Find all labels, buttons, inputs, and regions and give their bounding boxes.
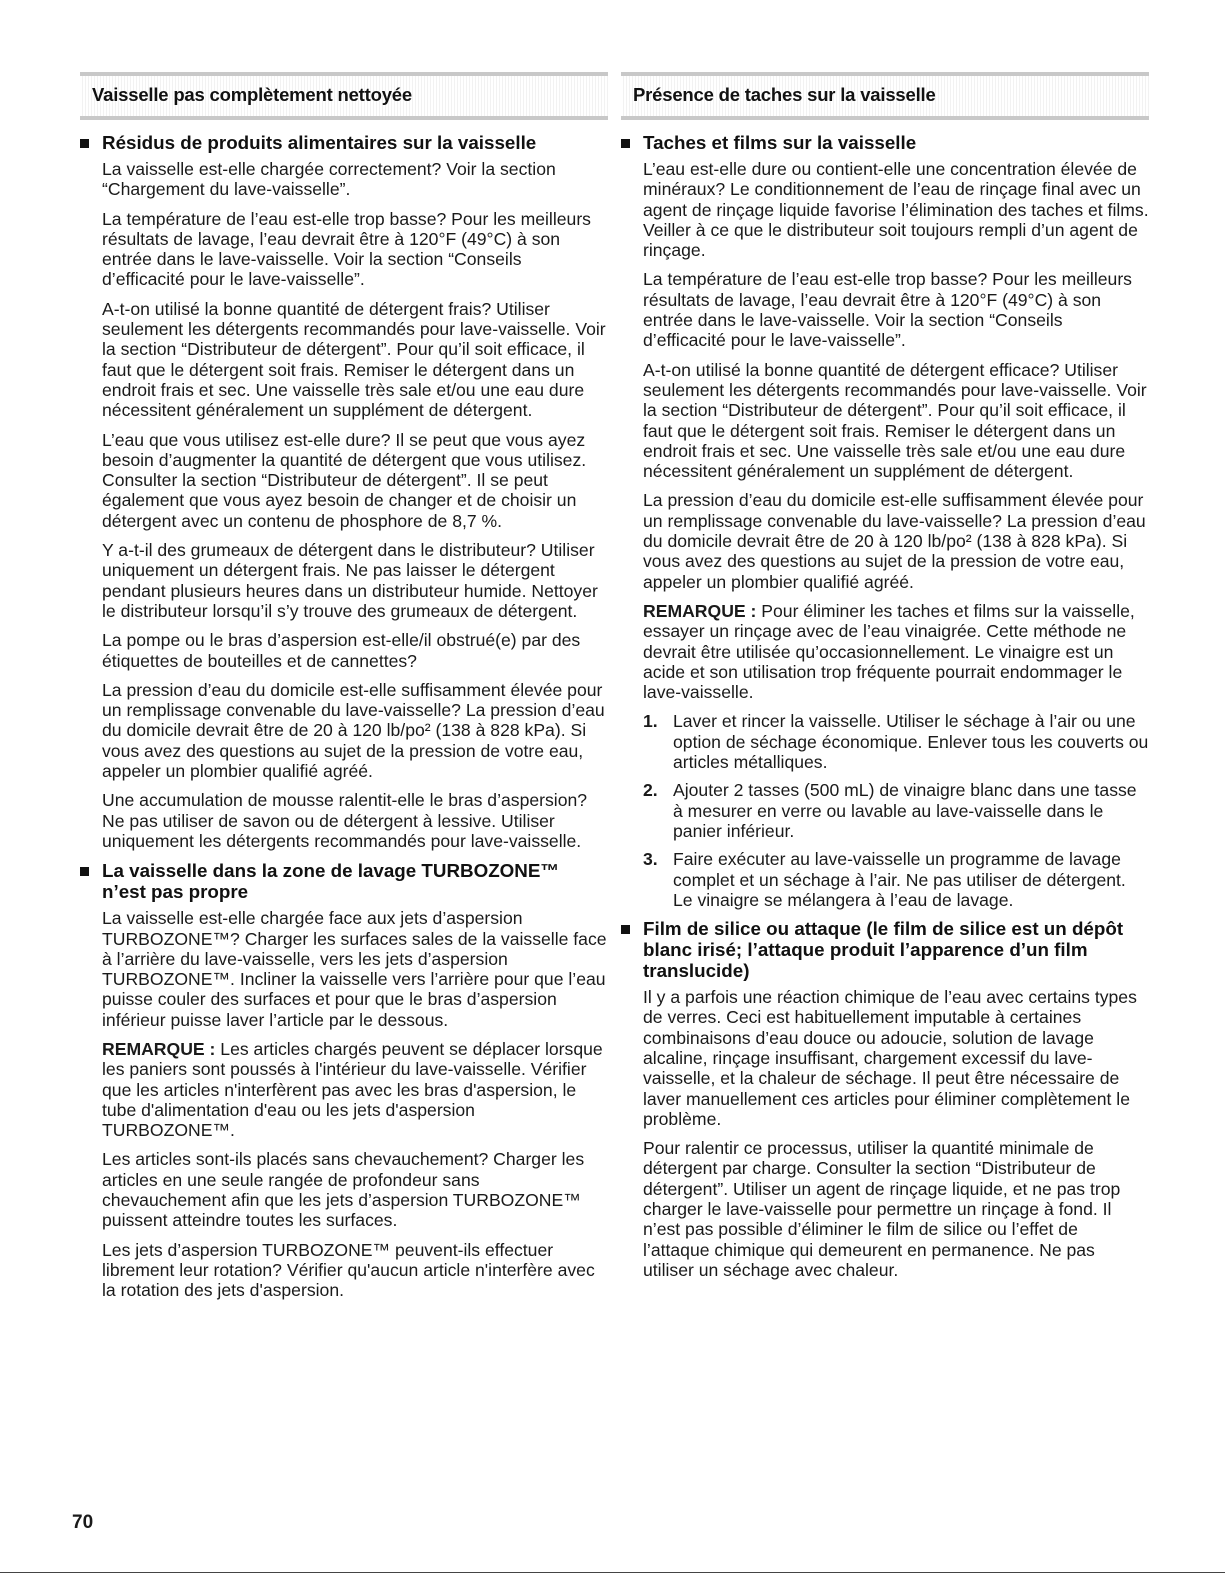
paragraph: La vaisselle est-elle chargée face aux jets d’aspersion TURBOZONE™? Charger les surfaces sales de la vaisselle face à l’arrière du lave-vaisselle, vers les jets d’aspersion TURBOZONE™. Incliner la vaisselle vers l’arrière pour que l’eau puisse couler des surfaces et pour que le bras d’aspersion inférieur puisse laver l’article par le dessous. xyxy=(102,908,607,1030)
paragraph: La température de l’eau est-elle trop basse? Pour les meilleurs résultats de lavage, l’eau devrait être à 120°F (49°C) à son entrée dans le lave-vaisselle. Voir la section “Conseils d’efficacité pour le lave-vaisselle”. xyxy=(102,208,591,290)
remark-label: REMARQUE : xyxy=(643,600,757,621)
step-number: 2. xyxy=(643,780,658,801)
section-heading-bar xyxy=(621,72,1149,120)
item-title: Film de silice ou attaque (le film de silice est un dépôt blanc irisé; l’attaque produit l’apparence d’un film translucide) xyxy=(643,918,1124,982)
step-item xyxy=(643,711,1149,772)
paragraph: Pour ralentir ce processus, utiliser la quantité minimale de détergent par charge. Consulter la section “Distributeur de détergent”. Utiliser un agent de rinçage liquide, et ne pas trop charger le lave-vaisselle pour permettre un rinçage à fond. Il n’est pas possible d’éliminer le film de silice ou l’effet de l’attaque chimique qui demeurent en permanence. Ne pas utiliser un séchage avec chaleur. xyxy=(643,1138,1121,1280)
paragraph: Une accumulation de mousse ralentit-elle le bras d’aspersion? Ne pas utiliser de savon ou de détergent à lessive. Utiliser uniquement les détergents recommandés pour lave-vaisselle. xyxy=(102,790,588,851)
step-text: Ajouter 2 tasses (500 mL) de vinaigre blanc dans une tasse à mesurer en verre ou lavable au lave-vaisselle dans le panier inférieur. xyxy=(673,780,1137,841)
paragraph: La pression d’eau du domicile est-elle suffisamment élevée pour un remplissage convenable du lave-vaisselle? La pression d’eau du domicile devrait être de 20 à 120 lb/po² (138 à 828 kPa). Si vous avez des questions au sujet de la pression de votre eau, appeler un plombier qualifié agréé. xyxy=(102,679,605,782)
square-bullet-icon xyxy=(621,925,630,934)
step-number: 1. xyxy=(643,711,658,732)
section-heading: Vaisselle pas complètement nettoyée xyxy=(92,84,412,105)
troubleshoot-item xyxy=(621,918,1149,1280)
paragraph: Les jets d’aspersion TURBOZONE™ peuvent-ils effectuer librement leur rotation? Vérifier qu'aucun article n'interfère avec la rotation des jets d'aspersion. xyxy=(102,1239,595,1301)
step-number: 3. xyxy=(643,849,658,870)
remark-paragraph xyxy=(643,601,1149,702)
section-heading-bar xyxy=(80,72,608,120)
paragraph: L’eau que vous utilisez est-elle dure? Il se peut que vous ayez besoin d’augmenter la quantité de détergent que vous utilisez. Consulter la section “Distributeur de détergent”. Il se peut également que vous ayez besoin de changer et de choisir un détergent avec un contenu de phosphore de 8,7 %. xyxy=(102,429,587,531)
remark-text: Pour éliminer les taches et films sur la vaisselle, essayer un rinçage avec de l’eau vinaigrée. Cette méthode ne devrait être utilisée qu’occasionnellement. Le vinaigre est un acide et son utilisation trop fréquente pourrait endommager le lave-vaisselle. xyxy=(643,600,1135,703)
troubleshoot-item xyxy=(80,132,608,851)
step-item xyxy=(643,780,1149,841)
square-bullet-icon xyxy=(80,139,89,148)
remark-label: REMARQUE : xyxy=(102,1038,216,1059)
bottom-divider xyxy=(0,1572,1225,1573)
paragraph: La pompe ou le bras d’aspersion est-elle/il obstrué(e) par des étiquettes de bouteilles et de cannettes? xyxy=(102,630,581,671)
item-title: Taches et films sur la vaisselle xyxy=(643,132,917,153)
step-text: Faire exécuter au lave-vaisselle un programme de lavage complet et un séchage à l’air. Ne pas utiliser de détergent. Le vinaigre se mélangera à l’eau de lavage. xyxy=(673,849,1126,910)
left-column xyxy=(80,72,608,1310)
paragraph: Les articles sont-ils placés sans chevauchement? Charger les articles en une seule rangée de profondeur sans chevauchement afin que les jets d’aspersion TURBOZONE™ puissent atteindre toutes les surfaces. xyxy=(102,1149,585,1231)
remark-text: Les articles chargés peuvent se déplacer lorsque les paniers sont poussés à l'intérieur du lave-vaisselle. Vérifier que les articles n'interfèrent pas avec les bras d'aspersion, le tube d'alimentation d'eau ou les jets d'aspersion TURBOZONE™. xyxy=(102,1038,603,1141)
item-title: Résidus de produits alimentaires sur la vaisselle xyxy=(102,132,537,153)
paragraph: La pression d’eau du domicile est-elle suffisamment élevée pour un remplissage convenable du lave-vaisselle? La pression d’eau du domicile devrait être de 20 à 120 lb/po² (138 à 828 kPa). Si vous avez des questions au sujet de la pression de votre eau, appeler un plombier qualifié agréé. xyxy=(643,490,1146,592)
numbered-steps xyxy=(643,711,1149,910)
right-column xyxy=(621,72,1149,1289)
paragraph: A-t-on utilisé la bonne quantité de détergent frais? Utiliser seulement les détergents recommandés pour lave-vaisselle. Voir la section “Distributeur de détergent”. Pour qu’il soit efficace, il faut que le détergent soit frais. Remiser le détergent dans un endroit frais et sec. Une vaisselle très sale et/ou une eau dure nécessitent généralement un supplément de détergent. xyxy=(102,298,606,421)
square-bullet-icon xyxy=(80,867,89,876)
paragraph: L’eau est-elle dure ou contient-elle une concentration élevée de minéraux? Le conditionnement de l’eau de rinçage final avec un agent de rinçage liquide favorise l’élimination des taches et films. Veiller à ce que le distributeur soit toujours rempli d’un agent de rinçage. xyxy=(643,159,1149,261)
paragraph: A-t-on utilisé la bonne quantité de détergent efficace? Utiliser seulement les détergents recommandés pour lave-vaisselle. Voir la section “Distributeur de détergent”. Pour qu’il soit efficace, il faut que le détergent soit frais. Remiser le détergent dans un endroit frais et sec. Une vaisselle très sale et/ou une eau dure nécessitent généralement un supplément de détergent. xyxy=(643,359,1147,482)
square-bullet-icon xyxy=(621,139,630,148)
step-item xyxy=(643,849,1149,910)
paragraph: Y a-t-il des grumeaux de détergent dans le distributeur? Utiliser uniquement un détergent frais. Ne pas laisser le détergent pendant plusieurs heures dans un distributeur humide. Nettoyer le distributeur lorsqu’il s’y trouve des grumeaux de détergent. xyxy=(102,540,598,621)
item-title: La vaisselle dans la zone de lavage TURBOZONE™ n’est pas propre xyxy=(102,860,560,903)
page-number: 70 xyxy=(72,1512,94,1533)
paragraph: Il y a parfois une réaction chimique de l’eau avec certains types de verres. Ceci est habituellement imputable à certaines combinaisons d’eau douce ou adoucie, solution de lavage alcaline, rinçage insuffisant, chargement excessif du lave-vaisselle, et la chaleur de séchage. Il peut être nécessaire de laver manuellement ces articles pour éliminer complètement le problème. xyxy=(643,987,1137,1129)
remark-paragraph xyxy=(102,1039,608,1140)
troubleshoot-item xyxy=(621,132,1149,910)
section-heading: Présence de taches sur la vaisselle xyxy=(633,84,936,105)
step-text: Laver et rincer la vaisselle. Utiliser le séchage à l’air ou une option de séchage économique. Enlever tous les couverts ou articles métalliques. xyxy=(673,711,1149,773)
troubleshoot-item xyxy=(80,860,608,1300)
paragraph: La température de l’eau est-elle trop basse? Pour les meilleurs résultats de lavage, l’eau devrait être à 120°F (49°C) à son entrée dans le lave-vaisselle. Voir la section “Conseils d’efficacité pour le lave-vaisselle”. xyxy=(643,269,1132,351)
paragraph: La vaisselle est-elle chargée correctement? Voir la section “Chargement du lave-vaisselle”. xyxy=(102,159,556,200)
